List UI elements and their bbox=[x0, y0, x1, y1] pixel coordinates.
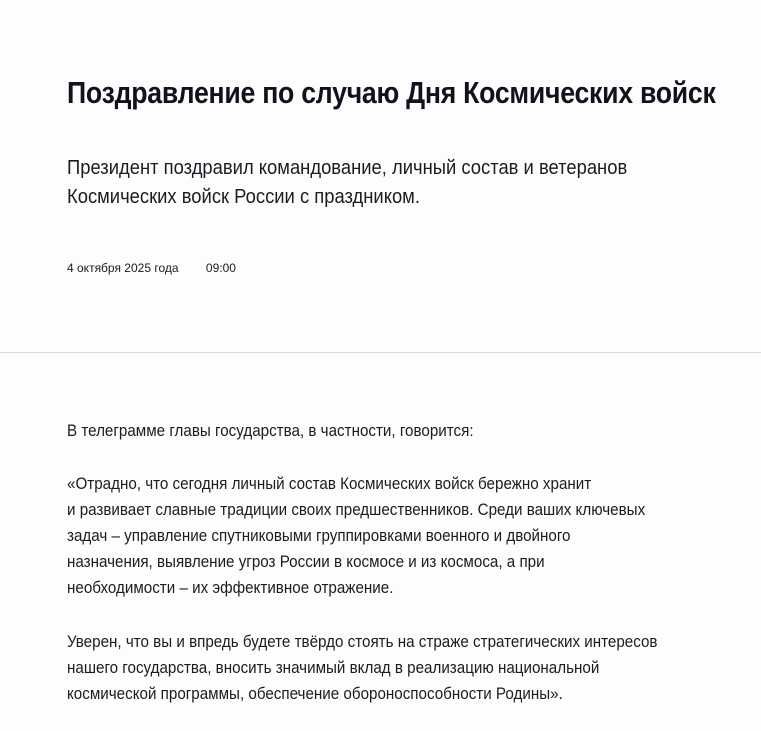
paragraph-line: и развивает славные традиции своих предшественников. Среди ваших ключевых bbox=[67, 501, 646, 519]
intro-paragraph bbox=[67, 418, 474, 444]
paragraph-line: космической программы, обеспечение обороноспособности Родины». bbox=[67, 685, 563, 703]
publish-date: 4 октября 2025 года bbox=[67, 261, 179, 275]
paragraph-line: нашего государства, вносить значимый вклад в реализацию национальной bbox=[67, 659, 600, 677]
paragraph-line: «Отрадно, что сегодня личный состав Космических войск бережно хранит bbox=[67, 475, 592, 493]
quote-paragraph-1 bbox=[67, 471, 645, 601]
paragraph-line: назначения, выявление угроз России в космосе и из космоса, а при bbox=[67, 553, 545, 571]
article-lead bbox=[67, 154, 729, 212]
article-header bbox=[0, 0, 761, 352]
publish-time: 09:00 bbox=[205, 261, 236, 275]
paragraph-line: В телеграмме главы государства, в частности, говорится: bbox=[67, 422, 474, 440]
quote-paragraph-2 bbox=[67, 629, 657, 707]
paragraph-line: необходимости – их эффективное отражение. bbox=[67, 579, 394, 597]
paragraph-line: Уверен, что вы и впредь будете твёрдо стоять на страже стратегических интересов bbox=[67, 633, 658, 651]
paragraph-line: задач – управление спутниковыми группировками военного и двойного bbox=[67, 527, 571, 545]
section-divider bbox=[0, 352, 761, 353]
page-title: Поздравление по случаю Дня Космических войск bbox=[67, 75, 716, 110]
lead-line: Президент поздравил командование, личный состав и ветеранов bbox=[67, 157, 628, 179]
article-meta bbox=[67, 260, 236, 276]
lead-line: Космических войск России с праздником. bbox=[67, 186, 420, 208]
